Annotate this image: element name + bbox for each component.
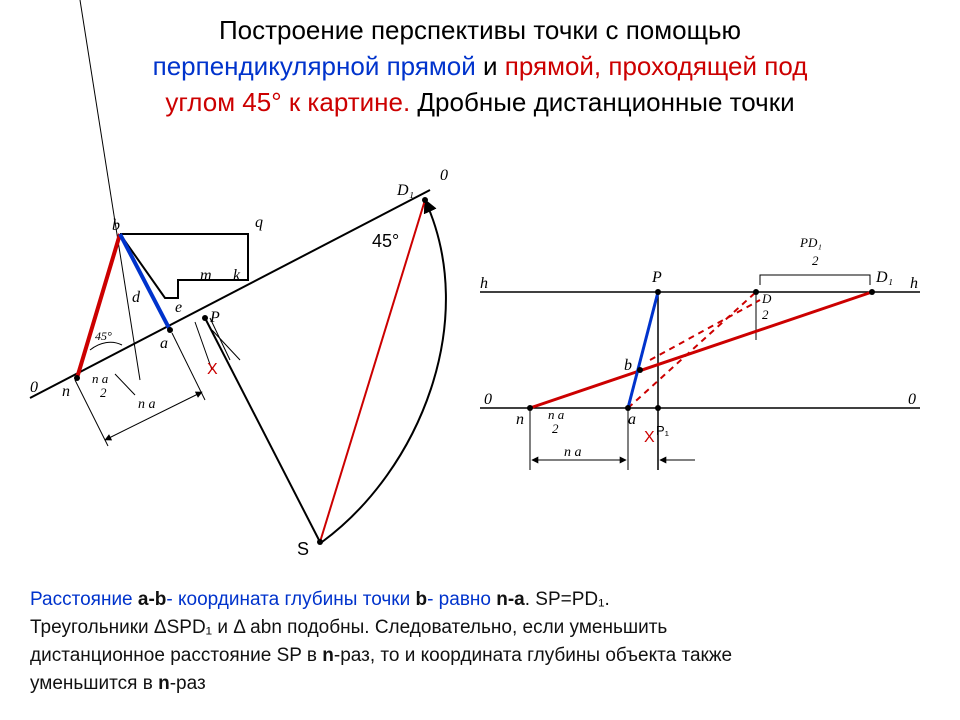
point-D1-left	[422, 197, 428, 203]
label-h-left: h	[480, 275, 488, 292]
label-na2-num: n a	[92, 371, 109, 386]
caption-text: . SP=PD₁.	[524, 589, 610, 610]
label-b-right: b	[624, 357, 632, 374]
label-45-small: 45°	[95, 329, 112, 343]
label-D-num: D	[762, 291, 772, 306]
blue-line-a-P	[628, 292, 658, 408]
caption-line-1	[30, 586, 930, 614]
label-b-left: b	[112, 217, 120, 234]
depth-helper-2	[115, 374, 135, 395]
caption-line-2: Треугольники ΔSPD₁ и Δ abn подобны. Следовательно, если уменьшить	[30, 617, 668, 638]
caption-na: n-a	[496, 589, 525, 610]
title-perpendicular-text: перпендикулярной прямой	[152, 51, 476, 81]
label-0-right-right: 0	[908, 391, 916, 408]
label-na-right: n a	[564, 445, 582, 460]
point-D2	[753, 289, 759, 295]
label-0-left: 0	[30, 379, 38, 396]
point-a-left	[167, 327, 173, 333]
caption-text: уменьшится в	[30, 673, 159, 694]
label-na2-den-right: 2	[552, 421, 559, 436]
red-line-n-D1	[530, 292, 872, 408]
point-n-left	[74, 375, 80, 381]
red-dashed-b-D2	[650, 300, 760, 360]
caption-text: дистанционное расстояние SP в	[30, 645, 323, 666]
label-q: q	[255, 214, 263, 231]
caption-text: Расстояние	[30, 589, 138, 610]
label-d: d	[132, 289, 140, 306]
label-n-left: n	[62, 383, 70, 400]
label-PD1-den: 2	[812, 253, 819, 268]
label-a-left: a	[160, 335, 168, 352]
title-and-text: и	[475, 51, 505, 81]
label-P-right: P	[652, 269, 662, 286]
label-n-right: n	[516, 411, 524, 428]
point-S	[317, 539, 323, 545]
caption-text: - равно	[427, 589, 497, 610]
point-b-right	[637, 367, 643, 373]
red-line-b-n	[77, 234, 120, 378]
point-P-left	[202, 315, 208, 321]
title-line45-text: прямой, проходящей под	[504, 51, 808, 81]
caption-line-3	[30, 642, 930, 670]
label-PD1-num: PD₁	[800, 235, 822, 250]
p-tick	[212, 330, 240, 360]
title-line-1: Построение перспективы точки с помощью	[218, 15, 742, 45]
title-distance-points-text: Дробные дистанционные точки	[410, 87, 795, 117]
point-P1	[655, 405, 661, 411]
label-X-left: X	[207, 361, 218, 378]
caption-line-4	[30, 670, 930, 698]
caption-ab: a-b	[137, 589, 167, 610]
caption-text: - координата глубины точки	[166, 589, 416, 610]
label-D1-right: D₁	[876, 269, 894, 286]
label-P-left: P	[210, 309, 220, 326]
label-D1-left: D₁	[397, 182, 415, 199]
label-0-top: 0	[440, 167, 448, 184]
label-P1: P₁	[656, 423, 670, 438]
label-na2-num-right: n a	[548, 407, 565, 422]
caption	[30, 586, 930, 698]
label-X-right: X	[644, 429, 655, 446]
label-na2-den: 2	[100, 385, 107, 400]
right-figure	[480, 275, 920, 470]
label-h-right: h	[910, 275, 918, 292]
caption-n: n	[322, 645, 334, 666]
label-k: k	[233, 267, 241, 284]
blue-line-b-a	[120, 234, 170, 330]
label-na-left: n a	[138, 397, 156, 412]
title-angle-text: углом 45° к картине.	[165, 87, 411, 117]
point-D1-right	[869, 289, 875, 295]
label-45-big: 45°	[372, 231, 400, 251]
point-n-right	[527, 405, 533, 411]
label-S: S	[297, 539, 310, 559]
label-a-right: a	[628, 411, 636, 428]
label-e: e	[175, 299, 183, 316]
label-D-den: 2	[762, 307, 769, 322]
caption-n: n	[158, 673, 170, 694]
caption-text: -раз, то и координата глубины объекта также	[333, 645, 733, 666]
caption-text: -раз	[169, 673, 206, 694]
label-m: m	[200, 267, 212, 284]
dim-line-na2	[80, 0, 140, 380]
label-0-right-left: 0	[484, 391, 492, 408]
angle-arc	[90, 342, 122, 350]
caption-b: b	[415, 589, 428, 610]
red-dashed-a-D2	[628, 292, 756, 408]
arc-S-D1	[322, 200, 446, 542]
point-P-right	[655, 289, 661, 295]
red-line-S-D1	[320, 200, 425, 542]
bracket-pd1	[760, 275, 870, 285]
dim-ext-2	[172, 333, 205, 400]
line-S-P	[205, 318, 320, 542]
